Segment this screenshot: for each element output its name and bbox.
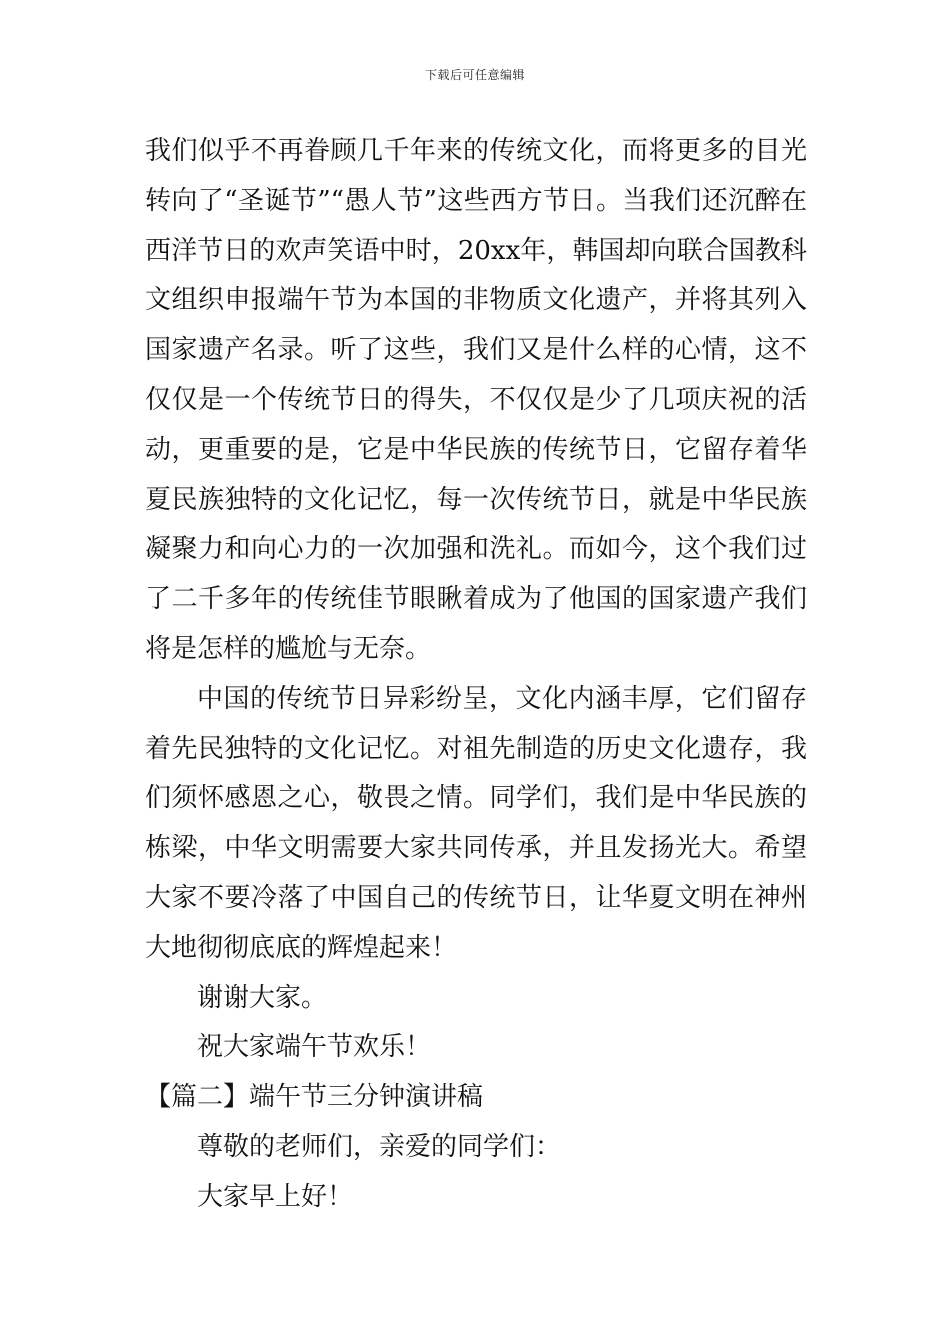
paragraph-1: 我们似乎不再眷顾几千年来的传统文化，而将更多的目光转向了“圣诞节”“愚人节”这些西方节日。当我们还沉醉在西洋节日的欢声笑语中时，20xx年，韩国却向联合国教科文组织申报端午节为本国的非物质文化遗产，并将其列入国家遗产名录。听了这些，我们又是什么样的心情，这不仅仅是一个传统节日的得失，不仅仅是少了几项庆祝的活动，更重要的是，它是中华民族的传统节日，它留存着华夏民族独特的文化记忆，每一次传统节日，就是中华民族凝聚力和向心力的一次加强和洗礼。而如今，这个我们过了二千多年的传统佳节眼瞅着成为了他国的国家遗产我们将是怎样的尴尬与无奈。 [145, 136, 807, 664]
section-2-title: 【篇二】端午节三分钟演讲稿 [145, 1082, 484, 1113]
section-2-opening: 大家早上好！ [197, 1181, 354, 1212]
paragraph-2: 中国的传统节日异彩纷呈，文化内涵丰厚，它们留存着先民独特的文化记忆。对祖先制造的历史文化遗存，我们须怀感恩之心，敬畏之情。同学们，我们是中华民族的栋梁，中华文明需要大家共同传承，并且发扬光大。希望大家不要冷落了中国自己的传统节日，让华夏文明在神州大地彻彻底底的辉煌起来！ [145, 683, 807, 963]
paragraph-wishes: 祝大家端午节欢乐！ [197, 1032, 432, 1063]
page-header-note: 下载后可任意编辑 [424, 68, 525, 82]
document-body [145, 127, 807, 1223]
paragraph-thanks: 谢谢大家。 [197, 982, 328, 1013]
section-2-greeting: 尊敬的老师们，亲爱的同学们： [197, 1131, 562, 1162]
